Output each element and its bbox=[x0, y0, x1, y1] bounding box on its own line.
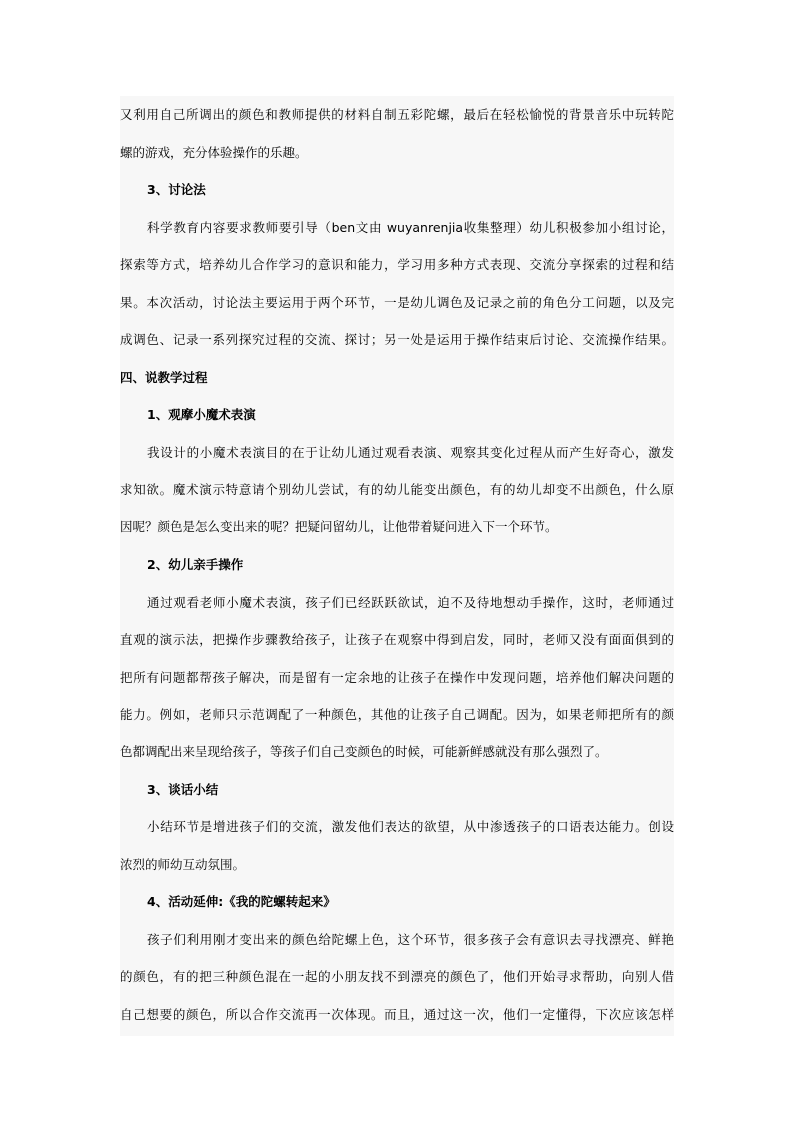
paragraph-line: 自己想要的颜色，所以合作交流再一次体现。而且，通过这一次，他们一定懂得，下次应该怎样 bbox=[120, 1007, 674, 1022]
section-heading: 3、讨论法 bbox=[147, 182, 206, 197]
section-heading: 2、幼儿亲手操作 bbox=[147, 557, 244, 572]
chapter-heading: 四、说教学过程 bbox=[120, 370, 208, 385]
paragraph-line: 浓烈的师幼互动氛围。 bbox=[120, 857, 246, 872]
section-heading: 4、活动延伸:《我的陀螺转起来》 bbox=[147, 894, 336, 909]
paragraph-line: 直观的演示法，把操作步骤教给孩子，让孩子在观察中得到启发，同时，老师又没有面面俱到的 bbox=[120, 632, 674, 647]
document-body bbox=[120, 96, 674, 1036]
paragraph-line: 能力。例如，老师只示范调配了一种颜色，其他的让孩子自己调配。因为，如果老师把所有的颜 bbox=[120, 707, 674, 722]
paragraph-line: 又利用自己所调出的颜色和教师提供的材料自制五彩陀螺，最后在轻松愉悦的背景音乐中玩转陀 bbox=[120, 107, 674, 122]
paragraph-line: 孩子们利用刚才变出来的颜色给陀螺上色，这个环节，很多孩子会有意识去寻找漂亮、鲜艳 bbox=[147, 932, 674, 947]
paragraph-line: 色都调配出来呈现给孩子，等孩子们自己变颜色的时候，可能新鲜感就没有那么强烈了。 bbox=[120, 744, 608, 759]
paragraph-line: 螺的游戏，充分体验操作的乐趣。 bbox=[120, 145, 308, 160]
paragraph-line: 把所有问题都帮孩子解决，而是留有一定余地的让孩子在操作中发现问题，培养他们解决问题的 bbox=[120, 670, 674, 685]
paragraph-line: 科学教育内容要求教师要引导（ben文由 wuyanrenjia收集整理）幼儿积极参加小组讨论， bbox=[147, 220, 674, 235]
paragraph-line: 果。本次活动，讨论法主要运用于两个环节，一是幼儿调色及记录之前的角色分工问题，以及完 bbox=[120, 295, 674, 310]
paragraph-line: 因呢？颜色是怎么变出来的呢？把疑问留幼儿，让他带着疑问进入下一个环节。 bbox=[120, 519, 558, 534]
paragraph-line: 探索等方式，培养幼儿合作学习的意识和能力，学习用多种方式表现、交流分享探索的过程和结 bbox=[120, 257, 674, 272]
paragraph-line: 成调色、记录一系列探究过程的交流、探讨；另一处是运用于操作结束后讨论、交流操作结果。 bbox=[120, 332, 674, 347]
paragraph-line: 的颜色，有的把三种颜色混在一起的小朋友找不到漂亮的颜色了，他们开始寻求帮助，向别人借 bbox=[120, 969, 674, 984]
paragraph-line: 通过观看老师小魔术表演，孩子们已经跃跃欲试，迫不及待地想动手操作，这时，老师通过 bbox=[147, 595, 674, 610]
paragraph-line: 我设计的小魔术表演目的在于让幼儿通过观看表演、观察其变化过程从而产生好奇心，激发 bbox=[147, 445, 674, 460]
paragraph-line: 小结环节是增进孩子们的交流，激发他们表达的欲望，从中渗透孩子的口语表达能力。创设 bbox=[147, 819, 674, 834]
paragraph-line: 求知欲。魔术演示特意请个别幼儿尝试，有的幼儿能变出颜色，有的幼儿却变不出颜色，什么原 bbox=[120, 482, 674, 497]
section-heading: 3、谈话小结 bbox=[147, 782, 219, 797]
section-heading: 1、观摩小魔术表演 bbox=[147, 407, 256, 422]
